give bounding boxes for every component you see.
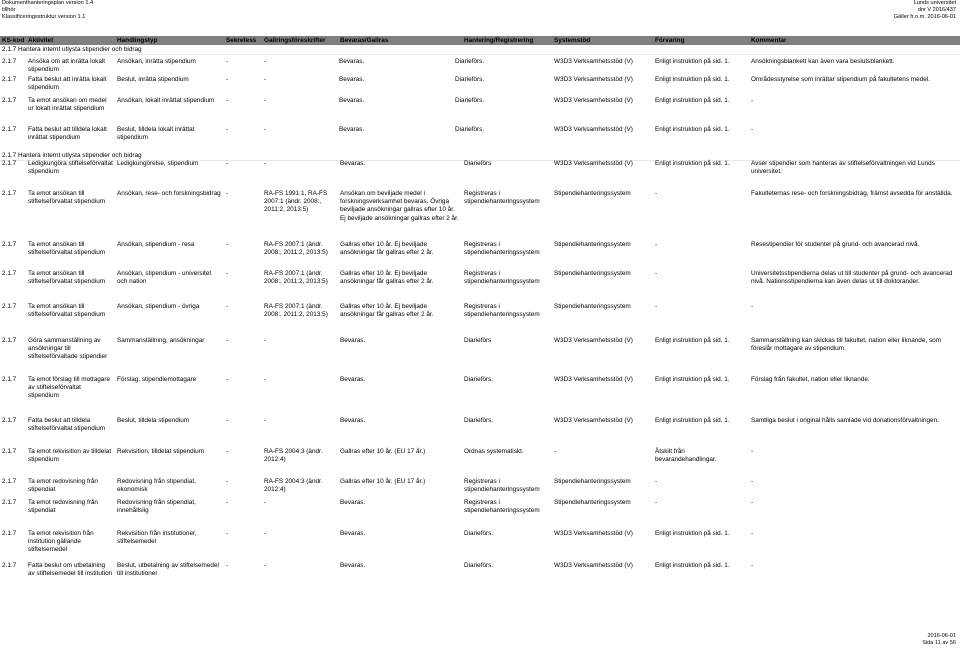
table-cell-gallring: - xyxy=(264,97,267,104)
table-cell-secrecy: - xyxy=(226,530,229,537)
table-cell-code: 2.1.7 xyxy=(2,160,17,167)
table-cell-bevaras: Bevaras. xyxy=(340,337,366,344)
footer-date: 2016-06-01 xyxy=(927,633,956,639)
table-cell-secrecy: - xyxy=(226,499,229,506)
table-cell-code: 2.1.7 xyxy=(2,530,17,537)
column-header: Aktivitet xyxy=(28,37,54,44)
table-cell-doctype: Ansökan, stipendium - övriga xyxy=(117,303,200,310)
table-cell-system: W3D3 Verksamhetsstöd (V) xyxy=(554,160,633,167)
header-left-line: Dokumenthanteringsplan version 1.4 xyxy=(2,0,94,6)
table-row xyxy=(0,76,960,92)
table-row xyxy=(0,499,960,515)
table-cell-gallring: - xyxy=(264,58,267,65)
table-cell-storage: Enligt instruktion på sid. 1. xyxy=(655,417,730,424)
table-row xyxy=(0,478,960,494)
table-cell-activity: Ta emot ansökan om medel ur lokalt inrättat stipendium xyxy=(28,97,107,113)
table-cell-system: Stipendiehanteringssystem xyxy=(554,270,631,277)
table-cell-hantering: Registreras i stipendiehanteringssystem xyxy=(464,241,540,257)
column-header: KS-kod xyxy=(2,37,25,44)
table-cell-storage: Enligt instruktion på sid. 1. xyxy=(655,376,730,383)
table-cell-system: W3D3 Verksamhetsstöd (V) xyxy=(554,376,633,383)
table-cell-activity: Ta emot rekvisition av tilldelat stipendium xyxy=(28,448,112,464)
table-cell-code: 2.1.7 xyxy=(2,562,17,569)
column-header: Förvaring xyxy=(655,37,685,44)
table-cell-gallring: - xyxy=(264,530,267,537)
section-heading: 2.1.7 Hantera internt utlysta stipendier och bidrag xyxy=(2,152,142,159)
table-cell-gallring: RA-FS 2004:3 (ändr. 2012:4) xyxy=(264,478,323,494)
table-cell-code: 2.1.7 xyxy=(2,58,17,65)
table-cell-hantering: Diarieförs. xyxy=(464,376,494,383)
table-cell-doctype: Förslag, stipendiemottagare xyxy=(117,376,197,383)
column-header: Gallringsföreskrifter xyxy=(264,37,326,44)
table-cell-bevaras: Gallras efter 10 år. Ej beviljade ansökningar får gallras efter 2 år. xyxy=(340,303,434,319)
column-header: Hantering/Registrering xyxy=(464,37,534,44)
table-cell-doctype: Redovisning från stipendiat, innehållslig xyxy=(117,499,196,515)
table-cell-bevaras: Gallras efter 10 år. (EU 17 år.) xyxy=(340,448,426,455)
table-cell-system: W3D3 Verksamhetsstöd (V) xyxy=(554,58,633,65)
table-cell-secrecy: - xyxy=(226,190,229,197)
table-cell-doctype: Rekvisition från institutioner, stiftelsemedel xyxy=(117,530,197,546)
table-cell-hantering: Diarieförs. xyxy=(455,97,485,104)
table-cell-hantering: Registreras i stipendiehanteringssystem xyxy=(464,303,540,319)
table-cell-system: - xyxy=(554,448,557,455)
table-cell-gallring: - xyxy=(264,417,267,424)
table-cell-comment: Sammanställning kan skickas till fakultet, nation eller liknande, som föreslår mottagare av stipendium. xyxy=(751,337,942,353)
table-cell-gallring: - xyxy=(264,376,267,383)
table-cell-gallring: RA-FS 1991:1, RA-FS 2007:1 (ändr. 2008:, 2011:2, 2013:5) xyxy=(264,190,328,214)
table-cell-hantering: Ordnas systematiskt. xyxy=(464,448,524,455)
table-cell-hantering: Registreras i stipendiehanteringssystem xyxy=(464,190,540,206)
table-cell-bevaras: Bevaras. xyxy=(340,562,366,569)
table-cell-doctype: Redovisning från stipendiat, ekonomisk xyxy=(117,478,196,494)
table-row xyxy=(0,270,960,286)
table-cell-activity: Fatta beslut att inrätta lokalt stipendium xyxy=(28,76,107,92)
table-row xyxy=(0,160,960,176)
column-header: Handlingstyp xyxy=(117,37,158,44)
table-cell-comment: Områdesstyrelse som inrättar stipendium på fakultetens medel. xyxy=(751,76,931,83)
table-cell-gallring: - xyxy=(264,499,267,506)
table-cell-storage: Enligt instruktion på sid. 1. xyxy=(655,160,730,167)
table-cell-secrecy: - xyxy=(226,478,229,485)
table-cell-bevaras: Gallras efter 10 år. (EU 17 år.) xyxy=(340,478,426,485)
table-cell-comment: Universitetsstipendierna delas ut till studenter på grund- och avancerad nivå. Nationsstipendierna kan även delas ut till doktorander. xyxy=(751,270,953,286)
table-cell-secrecy: - xyxy=(226,160,229,167)
table-cell-bevaras: Gallras efter 10 år. Ej beviljade ansökningar får gallras efter 2 år. xyxy=(340,241,434,257)
table-cell-storage: - xyxy=(655,241,658,248)
table-cell-activity: Ta emot redovisning från stipendiat xyxy=(28,478,98,494)
table-cell-activity: Ta emot ansökan till stiftelseförvaltat stipendium xyxy=(28,303,106,319)
table-cell-code: 2.1.7 xyxy=(2,478,17,485)
table-cell-code: 2.1.7 xyxy=(2,303,17,310)
table-cell-hantering: Diarieförs. xyxy=(455,58,485,65)
table-row xyxy=(0,126,960,142)
table-cell-code: 2.1.7 xyxy=(2,97,17,104)
table-row xyxy=(0,58,960,74)
header-right-line: dnr V 2016/437 xyxy=(917,7,956,13)
header-left-line: tillhör xyxy=(2,7,16,13)
column-header: Sekretess xyxy=(226,37,257,44)
table-cell-system: Stipendiehanteringssystem xyxy=(554,241,631,248)
table-cell-code: 2.1.7 xyxy=(2,417,17,424)
table-cell-storage: - xyxy=(655,499,658,506)
table-cell-system: Stipendiehanteringssystem xyxy=(554,499,631,506)
table-cell-code: 2.1.7 xyxy=(2,499,17,506)
table-cell-gallring: RA-FS 2007:1 (ändr. 2008:, 2011:2, 2013:5) xyxy=(264,303,328,319)
table-cell-doctype: Beslut, tilldela lokalt inrättat stipendium xyxy=(117,126,195,142)
table-cell-bevaras: Bevaras. xyxy=(340,160,366,167)
column-header: Systemstöd xyxy=(554,37,591,44)
footer-page-number: Sida 11 av 56 xyxy=(922,640,956,646)
table-row xyxy=(0,530,960,554)
table-row xyxy=(0,241,960,257)
table-cell-comment: Ansökningsblankett kan även vara beslutsblankett. xyxy=(751,58,895,65)
header-left-line: Klassificeringsstruktur version 1.1 xyxy=(2,14,86,20)
table-cell-system: Stipendiehanteringssystem xyxy=(554,190,631,197)
table-cell-gallring: RA-FS 2007:1 (ändr. 2008:, 2011:2, 2013:5) xyxy=(264,270,328,286)
table-cell-storage: Enligt instruktion på sid. 1. xyxy=(655,97,730,104)
table-cell-system: W3D3 Verksamhetsstöd (V) xyxy=(554,530,633,537)
table-cell-storage: Enligt instruktion på sid. 1. xyxy=(655,337,730,344)
table-cell-doctype: Ledigkungörelse, stipendium xyxy=(117,160,199,167)
table-cell-secrecy: - xyxy=(226,58,229,65)
table-cell-code: 2.1.7 xyxy=(2,126,17,133)
table-cell-bevaras: Bevaras. xyxy=(339,58,365,65)
table-cell-gallring: - xyxy=(264,126,267,133)
table-cell-system: W3D3 Verksamhetsstöd (V) xyxy=(554,417,633,424)
table-cell-bevaras: Gallras efter 10 år. Ej beviljade ansökningar får gallras efter 2 år. xyxy=(340,270,434,286)
table-cell-secrecy: - xyxy=(226,417,229,424)
table-cell-hantering: Diarieförs xyxy=(464,160,492,167)
table-row xyxy=(0,448,960,464)
table-cell-hantering: Diarieförs xyxy=(464,337,492,344)
table-cell-secrecy: - xyxy=(226,448,229,455)
table-cell-storage: - xyxy=(655,190,658,197)
table-row xyxy=(0,303,960,319)
table-cell-doctype: Ansökan, stipendium - universitet och nation xyxy=(117,270,212,286)
table-cell-comment: Fakulteternas rese- och forskningsbidrag, främst avsedda för anställda. xyxy=(751,190,953,197)
table-cell-comment: - xyxy=(751,126,754,133)
table-cell-hantering: Diarieförs. xyxy=(464,562,494,569)
table-cell-activity: Ta emot redovisning från stipendiat xyxy=(28,499,98,515)
table-cell-comment: Resestipendier för studenter på grund- och avancerad nivå. xyxy=(751,241,920,248)
table-cell-storage: - xyxy=(655,303,658,310)
table-cell-doctype: Beslut, inrätta stipendium xyxy=(117,76,189,83)
table-cell-gallring: RA-FS 2004:3 (ändr. 2012:4) xyxy=(264,448,323,464)
table-cell-system: Stipendiehanteringssystem xyxy=(554,478,631,485)
table-cell-doctype: Ansökan, lokalt inrättat stipendium xyxy=(117,97,215,104)
table-cell-system: Stipendiehanteringssystem xyxy=(554,303,631,310)
table-cell-storage: Enligt instruktion på sid. 1. xyxy=(655,126,730,133)
table-header xyxy=(0,36,960,45)
table-cell-comment: - xyxy=(751,448,754,455)
table-cell-activity: Fatta beslut att tilldela lokalt inrättat stipendium xyxy=(28,126,107,142)
table-cell-bevaras: Bevaras. xyxy=(339,126,365,133)
table-cell-storage: Enligt instruktion på sid. 1. xyxy=(655,562,730,569)
table-cell-comment: Samtliga beslut i original hålls samlade vid donationsförvaltningen. xyxy=(751,417,939,424)
table-cell-secrecy: - xyxy=(226,303,229,310)
table-cell-comment: - xyxy=(751,530,754,537)
table-cell-hantering: Diarieförs. xyxy=(464,530,494,537)
table-cell-secrecy: - xyxy=(226,126,229,133)
table-cell-code: 2.1.7 xyxy=(2,76,17,83)
table-cell-gallring: - xyxy=(264,337,267,344)
table-cell-doctype: Ansökan, rese- och forskningsbidrag xyxy=(117,190,221,197)
table-cell-bevaras: Bevaras. xyxy=(340,499,366,506)
table-cell-storage: Åtskilt från bevarandehandlingar. xyxy=(655,448,717,464)
table-cell-storage: Enligt instruktion på sid. 1. xyxy=(655,76,730,83)
table-cell-gallring: RA-FS 2007:1 (ändr. 2008:, 2011:2, 2013:5) xyxy=(264,241,328,257)
row-divider xyxy=(0,54,960,55)
table-cell-system: W3D3 Verksamhetsstöd (V) xyxy=(554,126,633,133)
table-cell-system: W3D3 Verksamhetsstöd (V) xyxy=(554,562,633,569)
table-cell-gallring: - xyxy=(264,562,267,569)
table-cell-hantering: Registreras i stipendiehanteringssystem xyxy=(464,478,540,494)
table-cell-storage: Enligt instruktion på sid. 1. xyxy=(655,530,730,537)
table-row xyxy=(0,417,960,433)
table-cell-comment: - xyxy=(751,499,754,506)
table-cell-activity: Ta emot förslag till mottagare av stiftelseförvaltat stipendium xyxy=(28,376,111,400)
table-cell-code: 2.1.7 xyxy=(2,376,17,383)
table-cell-activity: Ansöka om att inrätta lokalt stipendium xyxy=(28,58,106,74)
table-cell-activity: Ledigkungöra stiftelseförvaltat stipendium xyxy=(28,160,113,176)
table-cell-bevaras: Bevaras. xyxy=(340,417,366,424)
table-cell-code: 2.1.7 xyxy=(2,241,17,248)
table-cell-activity: Ta emot ansökan till stiftelseförvaltat stipendium xyxy=(28,270,106,286)
table-cell-comment: - xyxy=(751,97,754,104)
header-right-line: Lunds universitet xyxy=(913,0,956,6)
table-cell-secrecy: - xyxy=(226,97,229,104)
table-cell-comment: - xyxy=(751,478,754,485)
table-cell-activity: Göra sammanställning av ansökningar till stiftelseförvaltade stipendier xyxy=(28,337,108,361)
table-row xyxy=(0,97,960,113)
column-header: Bevaras/Gallras xyxy=(340,37,389,44)
table-cell-bevaras: Bevaras. xyxy=(340,530,366,537)
table-cell-gallring: - xyxy=(264,160,267,167)
table-cell-secrecy: - xyxy=(226,241,229,248)
table-row xyxy=(0,376,960,400)
table-cell-code: 2.1.7 xyxy=(2,448,17,455)
table-cell-secrecy: - xyxy=(226,270,229,277)
table-cell-hantering: Diarieförs. xyxy=(455,126,485,133)
table-cell-comment: - xyxy=(751,562,754,569)
document-header-left xyxy=(2,0,93,21)
table-cell-secrecy: - xyxy=(226,76,229,83)
table-cell-storage: - xyxy=(655,478,658,485)
table-cell-secrecy: - xyxy=(226,376,229,383)
section-heading: 2.1.7 Hantera internt utlysta stipendier och bidrag xyxy=(2,46,142,53)
document-footer xyxy=(922,633,956,647)
table-cell-activity: Ta emot rekvisition från institution gällande stiftelsemedel xyxy=(28,530,94,554)
table-cell-code: 2.1.7 xyxy=(2,270,17,277)
table-cell-activity: Fatta beslut att tilldela stiftelseförvaltat stipendium xyxy=(28,417,106,433)
table-cell-system: W3D3 Verksamhetsstöd (V) xyxy=(554,97,633,104)
table-cell-bevaras: Bevaras. xyxy=(339,97,365,104)
table-cell-comment: Avser stipendier som hanteras av stiftelseförvaltningen vid Lunds universitet. xyxy=(751,160,935,176)
table-cell-secrecy: - xyxy=(226,337,229,344)
table-cell-code: 2.1.7 xyxy=(2,337,17,344)
header-right-line: Gäller fr.o.m. 2016-06-01 xyxy=(893,14,956,20)
table-row xyxy=(0,562,960,578)
table-cell-gallring: - xyxy=(264,76,267,83)
table-cell-doctype: Rekvisition, tilldelat stipendium xyxy=(117,448,205,455)
table-cell-system: W3D3 Verksamhetsstöd (V) xyxy=(554,76,633,83)
table-cell-comment: - xyxy=(751,303,754,310)
table-cell-doctype: Beslut, tilldela stipendium xyxy=(117,417,190,424)
table-cell-hantering: Diarieförs. xyxy=(455,76,485,83)
table-cell-hantering: Diarieförs. xyxy=(464,417,494,424)
table-cell-comment: Förslag från fakultet, nation eller liknande. xyxy=(751,376,870,383)
table-cell-doctype: Sammanställning, ansökningar xyxy=(117,337,205,344)
table-cell-doctype: Beslut, utbetalning av stiftelsemedel till institutioner xyxy=(117,562,219,578)
table-cell-doctype: Ansökan, inrätta stipendium xyxy=(117,58,196,65)
document-header-right xyxy=(894,0,956,21)
table-cell-hantering: Registreras i stipendiehanteringssystem xyxy=(464,499,540,515)
table-cell-activity: Ta emot ansökan till stiftelseförvaltat stipendium xyxy=(28,190,106,206)
table-cell-secrecy: - xyxy=(226,562,229,569)
table-cell-storage: Enligt instruktion på sid. 1. xyxy=(655,58,730,65)
table-cell-hantering: Registreras i stipendiehanteringssystem xyxy=(464,270,540,286)
table-cell-bevaras: Bevaras. xyxy=(340,376,366,383)
table-cell-doctype: Ansökan, stipendium - resa xyxy=(117,241,195,248)
table-cell-bevaras: Ansökan om beviljade medel i forskningsverksamhet bevaras. Övriga beviljade ansökningar gallras efter 10 år. Ej beviljade ansökningar gallras efter 2 år. xyxy=(340,190,459,222)
column-header: Kommentar xyxy=(751,37,787,44)
table-cell-bevaras: Bevaras. xyxy=(339,76,365,83)
table-cell-storage: - xyxy=(655,270,658,277)
table-cell-code: 2.1.7 xyxy=(2,190,17,197)
table-cell-activity: Ta emot ansökan till stiftelseförvaltat stipendium xyxy=(28,241,106,257)
table-cell-system: W3D3 Verksamhetsstöd (V) xyxy=(554,337,633,344)
table-row xyxy=(0,337,960,361)
table-cell-activity: Fatta beslut om utbetalning av stiftelsemedel till institution xyxy=(28,562,113,578)
table-row xyxy=(0,190,960,222)
